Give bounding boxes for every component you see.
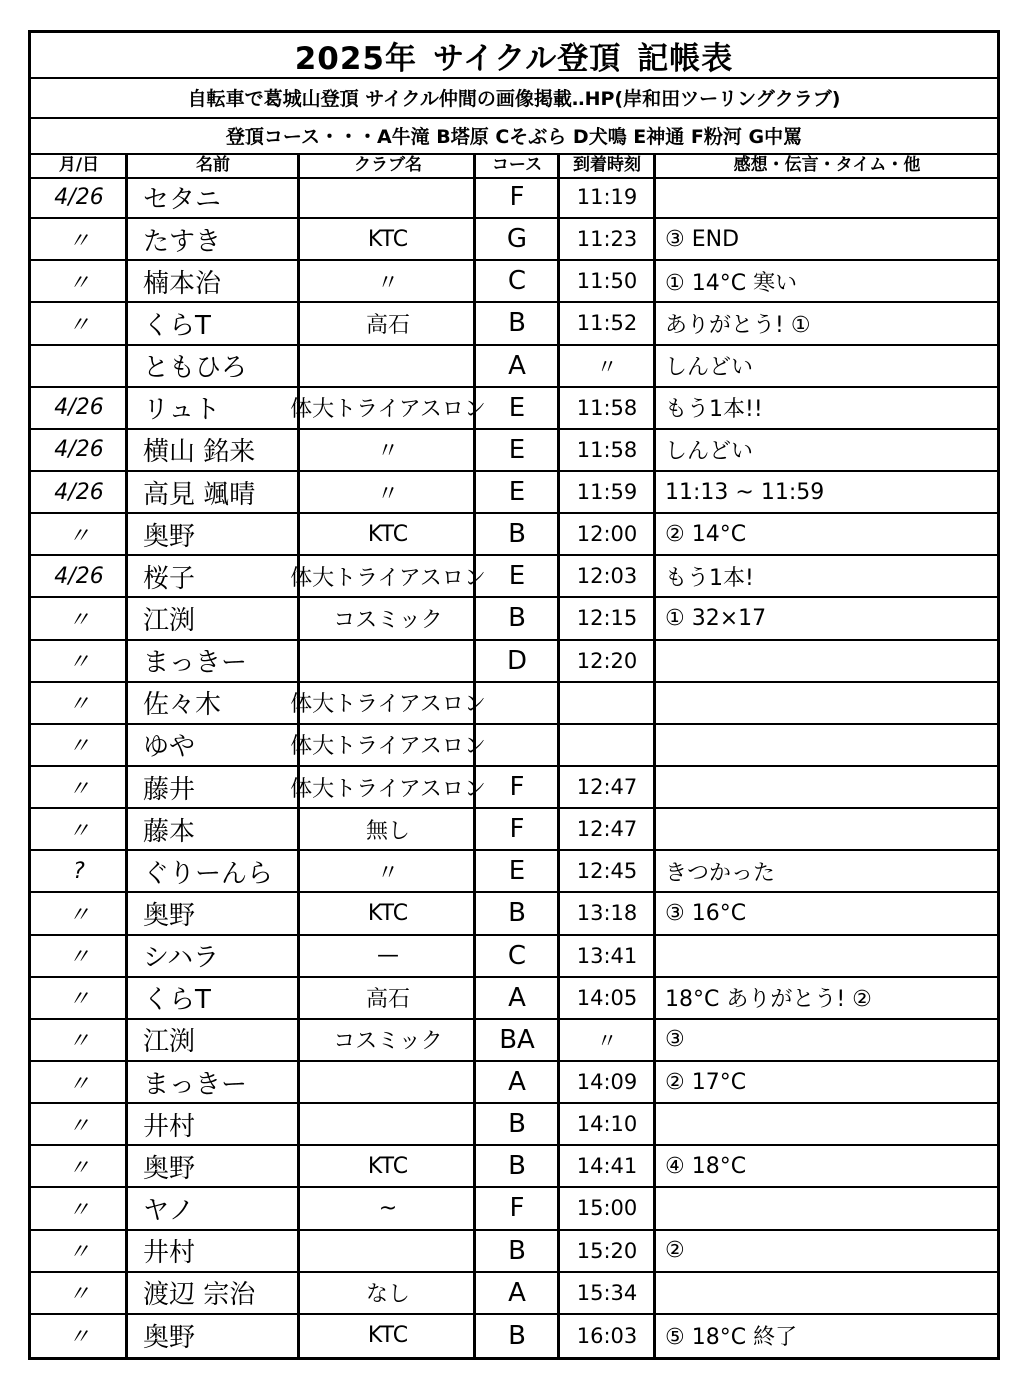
cell-club: 無し xyxy=(365,818,410,844)
cell-time xyxy=(561,683,653,723)
cell-course: B xyxy=(508,1320,526,1351)
cell-club: 〃 xyxy=(376,270,399,296)
cell-time: 〃 xyxy=(596,354,618,379)
cell-name: 奥野 xyxy=(143,1153,196,1184)
cell-name: 楠本治 xyxy=(143,268,222,299)
cell-date: 〃 xyxy=(67,987,90,1013)
cell-name: ぐりーんら xyxy=(143,858,274,889)
cell-time: 11:59 xyxy=(576,480,638,505)
cell-note: しんどい xyxy=(665,355,754,381)
cell-time: 14:05 xyxy=(576,985,638,1010)
cell-club: KTC xyxy=(367,1153,409,1179)
cell-time: 12:03 xyxy=(576,564,638,589)
cell-note xyxy=(657,936,997,976)
cell-course: B xyxy=(508,519,526,550)
column-header-row xyxy=(31,153,997,179)
cell-club: 〃 xyxy=(376,481,399,507)
cell-note: ① 32×17 xyxy=(665,605,767,631)
cell-course: A xyxy=(508,350,526,381)
cell-note: ② 14°C xyxy=(665,521,747,547)
cell-time: 〃 xyxy=(596,1028,618,1053)
cell-date: 〃 xyxy=(67,1282,90,1308)
cell-name: 藤井 xyxy=(143,774,196,805)
table-row xyxy=(31,514,997,556)
cell-note xyxy=(657,641,997,681)
cell-note: もう1本!! xyxy=(665,397,763,423)
cell-course: F xyxy=(509,814,525,845)
cell-time: 11:50 xyxy=(576,269,638,294)
table-row xyxy=(31,303,997,345)
cell-club: コスミック xyxy=(333,607,443,633)
table-row xyxy=(31,1104,997,1146)
course-list-text: 登頂コース・・・A牛滝 B塔原 Cそぶら D犬鳴 E神通 F粉河 G中罵 xyxy=(225,125,803,148)
cell-club: 体大トライアスロン xyxy=(290,734,486,760)
cell-name: まっきー xyxy=(143,648,248,679)
cell-course: B xyxy=(508,1235,526,1266)
cell-name: くらT xyxy=(143,985,211,1016)
cell-course: A xyxy=(508,1067,526,1098)
cell-name: くらT xyxy=(143,310,211,341)
cell-date: 4/26 xyxy=(54,184,104,210)
cell-course: D xyxy=(506,645,528,676)
cell-time: 11:58 xyxy=(576,395,638,420)
cell-time: 11:58 xyxy=(576,437,638,462)
cell-club: 〃 xyxy=(376,439,399,465)
cell-note: 11:13 ~ 11:59 xyxy=(665,479,825,505)
cell-time: 11:23 xyxy=(576,227,638,252)
table-row xyxy=(31,472,997,514)
cell-date: 〃 xyxy=(67,692,90,718)
cell-club: — xyxy=(377,943,399,969)
cell-date: 〃 xyxy=(67,902,90,928)
table-row xyxy=(31,683,997,725)
column-header-note: 感想・伝言・タイム・他 xyxy=(733,155,921,175)
cell-club xyxy=(301,1231,475,1271)
cell-time: 12:00 xyxy=(576,522,638,547)
cell-time: 15:34 xyxy=(576,1280,638,1305)
cell-name: ヤノ xyxy=(143,1195,195,1226)
cell-note: ⑤ 18°C 終了 xyxy=(665,1325,798,1351)
cell-club: 体大トライアスロン xyxy=(290,565,486,591)
cell-course: E xyxy=(508,561,526,592)
cell-date: 〃 xyxy=(67,228,90,254)
cell-course: A xyxy=(508,1277,526,1308)
cell-date xyxy=(35,346,123,386)
table-row xyxy=(31,177,997,219)
title-main: サイクル登頂 xyxy=(433,40,622,77)
cell-time: 14:10 xyxy=(576,1112,638,1137)
table-row xyxy=(31,219,997,261)
cell-note xyxy=(657,809,997,849)
cell-note: ありがとう! ① xyxy=(665,312,811,338)
cell-club xyxy=(301,1104,475,1144)
cell-club: 体大トライアスロン xyxy=(290,692,486,718)
cell-club: 体大トライアスロン xyxy=(290,776,486,802)
table-row xyxy=(31,261,997,303)
cell-name: シハラ xyxy=(143,943,220,974)
cell-name: セタニ xyxy=(143,184,222,215)
table-row xyxy=(31,1273,997,1315)
cell-date: 〃 xyxy=(67,1113,90,1139)
cell-time: 13:18 xyxy=(576,901,638,926)
cell-note: 18°C ありがとう! ② xyxy=(665,987,872,1013)
cell-course: B xyxy=(508,1109,526,1140)
cell-name: 桜子 xyxy=(143,563,196,594)
table-row xyxy=(31,388,997,430)
cell-date: 〃 xyxy=(67,818,90,844)
cell-club: 高石 xyxy=(365,312,410,338)
cell-note xyxy=(657,1273,997,1313)
table-row xyxy=(31,767,997,809)
cell-club: KTC xyxy=(367,226,409,252)
table-row xyxy=(31,1315,997,1357)
cell-club xyxy=(301,641,475,681)
cell-note: ③ xyxy=(665,1027,685,1053)
cell-time: 12:47 xyxy=(576,817,638,842)
title-row xyxy=(31,33,997,79)
cell-note: ③ END xyxy=(665,226,740,252)
cell-club xyxy=(301,1062,475,1102)
cell-time: 11:19 xyxy=(576,185,638,210)
cell-time: 14:41 xyxy=(576,1154,638,1179)
cell-date: 〃 xyxy=(67,607,90,633)
table-row xyxy=(31,725,997,767)
cell-name: 渡辺 宗治 xyxy=(143,1280,256,1311)
cell-name: 江渕 xyxy=(143,1027,196,1058)
cell-course: B xyxy=(508,308,526,339)
cell-name: 高見 颯晴 xyxy=(143,479,256,510)
cell-time: 11:52 xyxy=(576,311,638,336)
cell-note xyxy=(657,1188,997,1228)
table-row xyxy=(31,851,997,893)
table-row xyxy=(31,1146,997,1188)
cell-date: 〃 xyxy=(67,270,90,296)
cell-course: C xyxy=(507,940,527,971)
cell-time xyxy=(561,725,653,765)
table-row xyxy=(31,430,997,472)
cell-time: 12:47 xyxy=(576,775,638,800)
log-table-body xyxy=(31,177,997,1357)
cell-course: F xyxy=(509,772,525,803)
cell-note: ① 14°C 寒い xyxy=(665,270,798,296)
cell-date: ? xyxy=(73,858,85,884)
title-year: 2025年 xyxy=(294,40,417,77)
cell-name: 藤本 xyxy=(143,816,196,847)
cell-time: 16:03 xyxy=(576,1323,638,1348)
cell-course: A xyxy=(508,982,526,1013)
cell-note: ③ 16°C xyxy=(665,900,747,926)
cell-course: G xyxy=(506,224,528,255)
cell-date: 4/26 xyxy=(54,563,104,589)
cell-time: 15:20 xyxy=(576,1238,638,1263)
cell-name: たすき xyxy=(143,226,222,257)
cell-name: 井村 xyxy=(143,1238,196,1269)
cell-club: ~ xyxy=(378,1195,398,1221)
cell-club: コスミック xyxy=(333,1029,443,1055)
column-header-course: コース xyxy=(491,155,543,175)
cell-note xyxy=(657,725,997,765)
cell-name: 井村 xyxy=(143,1111,196,1142)
column-header-name: 名前 xyxy=(196,155,230,175)
cell-note xyxy=(657,683,997,723)
table-row xyxy=(31,809,997,851)
cell-time: 12:45 xyxy=(576,859,638,884)
cell-date: 〃 xyxy=(67,650,90,676)
cell-date: 〃 xyxy=(67,1325,90,1351)
cell-time: 12:20 xyxy=(576,648,638,673)
cell-name: 横山 銘来 xyxy=(143,437,256,468)
cell-course: B xyxy=(508,603,526,634)
cell-note xyxy=(657,767,997,807)
cell-course: B xyxy=(508,1151,526,1182)
cell-date: 〃 xyxy=(67,945,90,971)
cell-course: E xyxy=(508,477,526,508)
cell-name: ゆや xyxy=(143,732,196,763)
cell-course: E xyxy=(508,434,526,465)
cell-course: B xyxy=(508,898,526,929)
cell-club: 高石 xyxy=(365,987,410,1013)
table-row xyxy=(31,1062,997,1104)
cell-club: なし xyxy=(365,1282,410,1308)
cell-name: 奥野 xyxy=(143,521,196,552)
cell-club xyxy=(301,346,475,386)
cell-time: 12:15 xyxy=(576,606,638,631)
cell-club: KTC xyxy=(367,521,409,547)
cell-name: まっきー xyxy=(143,1069,248,1100)
cell-name: ともひろ xyxy=(143,353,248,384)
table-row xyxy=(31,1231,997,1273)
table-row xyxy=(31,893,997,935)
cell-date: 〃 xyxy=(67,1240,90,1266)
cell-name: リュト xyxy=(143,395,221,426)
cell-time: 14:09 xyxy=(576,1070,638,1095)
cell-note: ④ 18°C xyxy=(665,1153,747,1179)
column-header-club: クラブ名 xyxy=(354,155,422,175)
cell-club: KTC xyxy=(367,900,409,926)
course-list-row xyxy=(31,117,997,155)
cell-date: 4/26 xyxy=(54,479,104,505)
cell-date: 〃 xyxy=(67,523,90,549)
cell-name: 江渕 xyxy=(143,605,196,636)
title-tail: 記帳表 xyxy=(637,40,734,77)
cell-date: 〃 xyxy=(67,1197,90,1223)
info-text: 自転車で葛城山登頂 サイクル仲間の画像掲載‥HP(岸和田ツーリングクラブ) xyxy=(187,87,841,110)
cell-club: 体大トライアスロン xyxy=(290,397,486,423)
cell-date: 〃 xyxy=(67,1029,90,1055)
cell-date: 〃 xyxy=(67,312,90,338)
column-header-time: 到着時刻 xyxy=(573,155,641,175)
cell-course xyxy=(477,683,557,723)
cell-date: 〃 xyxy=(67,1155,90,1181)
table-row xyxy=(31,556,997,598)
cell-note: きつかった xyxy=(665,860,776,886)
cell-note: もう1本! xyxy=(665,565,754,591)
cell-course: E xyxy=(508,856,526,887)
cell-note: ② 17°C xyxy=(665,1069,747,1095)
cell-note xyxy=(657,1104,997,1144)
cell-club: KTC xyxy=(367,1323,409,1349)
cell-course: BA xyxy=(499,1024,535,1055)
cell-name: 佐々木 xyxy=(143,690,222,721)
cell-time: 13:41 xyxy=(576,943,638,968)
cell-course: F xyxy=(509,182,525,213)
logbook-sheet xyxy=(28,30,1000,1360)
cell-course: E xyxy=(508,392,526,423)
cell-note: しんどい xyxy=(665,439,754,465)
cell-note: ② xyxy=(665,1238,685,1264)
cell-date: 4/26 xyxy=(54,437,104,463)
info-row xyxy=(31,77,997,119)
table-row xyxy=(31,598,997,640)
cell-name: 奥野 xyxy=(143,1323,196,1354)
column-header-date: 月/日 xyxy=(58,155,100,175)
table-row xyxy=(31,346,997,388)
table-row xyxy=(31,936,997,978)
table-row xyxy=(31,978,997,1020)
cell-course: C xyxy=(507,266,527,297)
cell-date: 4/26 xyxy=(54,395,104,421)
table-row xyxy=(31,1188,997,1230)
cell-date: 〃 xyxy=(67,734,90,760)
cell-note xyxy=(657,177,997,217)
cell-date: 〃 xyxy=(67,1071,90,1097)
cell-date: 〃 xyxy=(67,776,90,802)
table-row xyxy=(31,1020,997,1062)
cell-time: 15:00 xyxy=(576,1196,638,1221)
cell-course: F xyxy=(509,1193,525,1224)
cell-club xyxy=(301,177,475,217)
cell-course xyxy=(477,725,557,765)
table-row xyxy=(31,641,997,683)
cell-club: 〃 xyxy=(376,860,399,886)
cell-name: 奥野 xyxy=(143,900,196,931)
